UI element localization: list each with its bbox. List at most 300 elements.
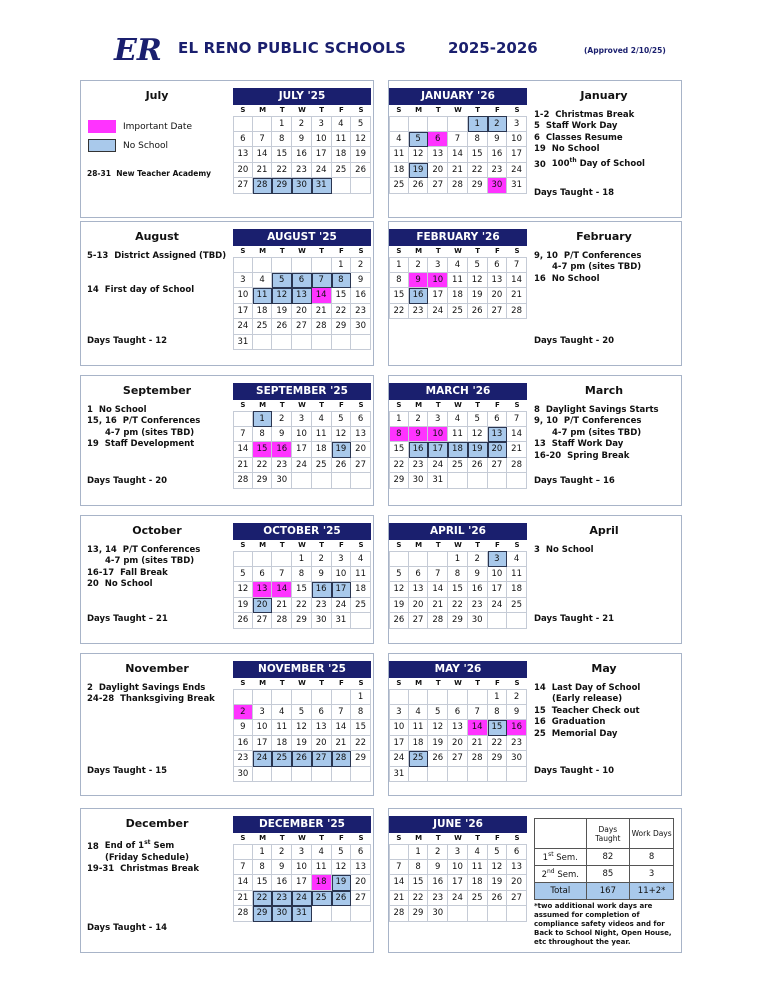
calendar-1-b [389, 229, 527, 319]
day-cell: 28 [507, 458, 527, 474]
day-cell: 30 [351, 319, 371, 335]
day-label: W [454, 834, 462, 842]
day-cell: 8 [389, 427, 409, 443]
event-line: 2 Daylight Savings Ends [87, 682, 206, 693]
day-label: W [454, 247, 462, 255]
day-cell [389, 689, 409, 705]
day-cell: 9 [468, 567, 488, 583]
days-taught: Days Taught - 14 [87, 923, 168, 933]
calendar-grid [233, 105, 371, 194]
day-cell: 9 [233, 720, 253, 736]
day-cell: 1 [488, 689, 508, 705]
calendar-grid [389, 400, 527, 489]
day-label: F [338, 401, 344, 409]
day-cell: 27 [409, 613, 429, 629]
day-cell: 4 [272, 705, 292, 721]
calendar-title: APRIL '26 [389, 523, 527, 540]
month-name: February [576, 230, 632, 243]
calendar-title: AUGUST '25 [233, 229, 371, 246]
calendar-title: MARCH '26 [389, 383, 527, 400]
day-cell: 30 [292, 178, 312, 194]
day-cell: 1 [332, 257, 352, 273]
month-notes-right-0 [534, 90, 674, 171]
event-line: 19-31 Christmas Break [87, 864, 200, 875]
event-line: 19 Staff Development [87, 439, 195, 449]
day-label: F [494, 106, 500, 114]
month-name: December [125, 817, 189, 830]
day-cell: 31 [233, 335, 253, 351]
day-cell [507, 906, 527, 922]
day-cell: 23 [272, 891, 292, 907]
day-cell: 24 [507, 163, 527, 179]
day-cell: 14 [468, 720, 488, 736]
day-cell: 23 [409, 304, 429, 320]
day-label: T [319, 401, 325, 409]
day-cell: 4 [312, 844, 332, 860]
day-cell: 25 [448, 458, 468, 474]
day-cell: 3 [448, 844, 468, 860]
day-cell [448, 906, 468, 922]
day-cell [448, 767, 468, 783]
day-cell: 4 [389, 132, 409, 148]
day-cell: 20 [233, 163, 253, 179]
day-cell: 15 [253, 875, 273, 891]
event-line: 6 Classes Resume [534, 132, 623, 143]
day-label: S [358, 401, 364, 409]
day-cell: 3 [292, 844, 312, 860]
totals-header: Work Days [630, 819, 674, 849]
event-line: 16-20 Spring Break [534, 450, 630, 461]
calendar-3-a [233, 523, 371, 629]
day-cell: 27 [488, 458, 508, 474]
day-cell [312, 906, 332, 922]
day-cell: 17 [488, 582, 508, 598]
day-cell: 7 [253, 132, 273, 148]
totals-header [535, 819, 587, 849]
month-notes-left-5 [87, 818, 227, 876]
day-cell [351, 906, 371, 922]
day-cell: 20 [428, 163, 448, 179]
day-cell: 30 [488, 178, 508, 194]
day-cell: 25 [409, 751, 429, 767]
event-line: 24-28 Thanksgiving Break [87, 694, 215, 704]
day-label: M [259, 401, 267, 409]
event-line: 25 Memorial Day [534, 728, 618, 739]
day-cell: 23 [507, 736, 527, 752]
day-cell: 20 [488, 288, 508, 304]
day-cell: 17 [253, 736, 273, 752]
day-cell: 23 [488, 163, 508, 179]
day-cell: 18 [507, 582, 527, 598]
day-label: S [514, 401, 520, 409]
month-name: November [125, 662, 189, 675]
day-cell: 5 [428, 705, 448, 721]
day-label: S [240, 834, 246, 842]
calendar-grid [233, 400, 371, 489]
day-cell: 25 [507, 598, 527, 614]
day-cell: 19 [292, 736, 312, 752]
month-notes-left-2 [87, 385, 227, 451]
day-cell: 29 [488, 751, 508, 767]
day-cell: 8 [389, 273, 409, 289]
day-label: T [475, 401, 481, 409]
day-cell: 24 [389, 751, 409, 767]
day-cell [253, 767, 273, 783]
day-cell: 18 [312, 875, 332, 891]
day-cell: 20 [312, 736, 332, 752]
month-notes-left-1 [87, 231, 227, 297]
calendar-grid [233, 540, 371, 629]
day-cell: 18 [312, 442, 332, 458]
calendar-5-b [389, 816, 527, 922]
event-line: 4-7 pm (sites TBD) [552, 262, 642, 272]
day-label: T [475, 679, 481, 687]
day-cell [292, 689, 312, 705]
day-cell: 28 [272, 613, 292, 629]
day-cell: 8 [448, 567, 468, 583]
day-cell: 8 [409, 860, 429, 876]
day-cell: 15 [272, 147, 292, 163]
day-cell: 5 [409, 132, 429, 148]
day-cell: 12 [272, 288, 292, 304]
day-cell: 26 [332, 891, 352, 907]
day-cell: 9 [351, 273, 371, 289]
event-line: 4-7 pm (sites TBD) [552, 427, 642, 438]
calendar-title: JUNE '26 [389, 816, 527, 833]
day-cell: 14 [233, 442, 253, 458]
day-label: M [259, 247, 267, 255]
day-label: F [338, 106, 344, 114]
totals-cell: Total [535, 883, 587, 900]
day-cell: 9 [428, 860, 448, 876]
day-cell: 2 [409, 411, 429, 427]
days-taught: Days Taught - 12 [87, 336, 168, 346]
calendar-grid [233, 833, 371, 922]
day-cell: 14 [448, 147, 468, 163]
day-label: S [514, 541, 520, 549]
day-cell: 5 [233, 567, 253, 583]
day-cell [468, 906, 488, 922]
day-cell: 14 [312, 288, 332, 304]
day-label: S [396, 106, 402, 114]
day-cell: 19 [332, 875, 352, 891]
day-label: T [475, 834, 481, 842]
day-cell [332, 335, 352, 351]
day-cell: 15 [351, 720, 371, 736]
day-cell [233, 689, 253, 705]
day-cell: 19 [351, 147, 371, 163]
day-cell: 18 [351, 582, 371, 598]
day-cell: 12 [332, 860, 352, 876]
school-year: 2025-2026 [448, 39, 538, 57]
day-cell [272, 335, 292, 351]
day-cell: 27 [488, 304, 508, 320]
day-cell: 22 [253, 891, 273, 907]
day-cell: 31 [332, 613, 352, 629]
day-cell: 14 [253, 147, 273, 163]
day-label: S [358, 247, 364, 255]
day-cell: 12 [389, 582, 409, 598]
day-cell: 31 [428, 473, 448, 489]
day-cell: 6 [233, 132, 253, 148]
day-cell: 17 [292, 442, 312, 458]
day-label: T [279, 247, 285, 255]
day-cell: 19 [409, 163, 429, 179]
day-cell: 5 [488, 844, 508, 860]
day-label: M [415, 834, 423, 842]
day-cell: 2 [409, 257, 429, 273]
day-cell [332, 906, 352, 922]
day-cell [507, 767, 527, 783]
day-cell: 20 [488, 442, 508, 458]
day-label: W [298, 541, 306, 549]
day-cell: 16 [468, 582, 488, 598]
totals-cell: 3 [630, 866, 674, 883]
svg-text:ER: ER [114, 33, 162, 68]
day-cell: 5 [351, 116, 371, 132]
day-cell: 6 [428, 132, 448, 148]
day-cell: 21 [312, 304, 332, 320]
event-line: 4-7 pm (sites TBD) [105, 556, 195, 566]
day-cell [233, 257, 253, 273]
day-label: S [240, 679, 246, 687]
day-cell: 22 [468, 163, 488, 179]
day-cell: 2 [233, 705, 253, 721]
day-cell: 25 [389, 178, 409, 194]
calendar-title: FEBRUARY '26 [389, 229, 527, 246]
day-cell [312, 473, 332, 489]
day-cell [233, 551, 253, 567]
day-cell: 5 [292, 705, 312, 721]
day-cell: 15 [409, 875, 429, 891]
day-cell: 9 [409, 427, 429, 443]
event-line: 16 No School [534, 273, 600, 284]
important-swatch [88, 120, 116, 133]
day-cell: 28 [233, 906, 253, 922]
day-cell [272, 551, 292, 567]
days-taught: Days Taught - 10 [534, 766, 615, 776]
day-label: T [435, 834, 441, 842]
day-cell: 15 [389, 442, 409, 458]
day-label: W [454, 541, 462, 549]
calendar-5-a [233, 816, 371, 922]
event-line: (Early release) [552, 694, 623, 704]
day-cell: 15 [468, 147, 488, 163]
day-label: M [259, 541, 267, 549]
day-cell: 18 [468, 875, 488, 891]
day-cell: 20 [351, 442, 371, 458]
day-label: T [279, 834, 285, 842]
day-cell [332, 473, 352, 489]
day-cell: 21 [507, 442, 527, 458]
day-cell: 1 [389, 411, 409, 427]
day-cell: 10 [253, 720, 273, 736]
day-cell: 26 [292, 751, 312, 767]
day-cell: 27 [312, 751, 332, 767]
day-cell: 14 [332, 720, 352, 736]
day-cell [409, 689, 429, 705]
event-line: 3 No School [534, 544, 594, 555]
day-cell: 24 [488, 598, 508, 614]
day-label: F [494, 247, 500, 255]
day-label: T [475, 541, 481, 549]
day-cell: 17 [292, 875, 312, 891]
day-cell [428, 551, 448, 567]
day-cell [389, 551, 409, 567]
event-line: 1-2 Christmas Break [534, 109, 635, 120]
day-cell: 22 [389, 304, 409, 320]
day-cell: 22 [292, 598, 312, 614]
day-cell: 8 [332, 273, 352, 289]
day-cell: 24 [428, 458, 448, 474]
month-notes-left-3 [87, 525, 227, 591]
calendar-title: DECEMBER '25 [233, 816, 371, 833]
day-cell: 1 [448, 551, 468, 567]
days-taught: Days Taught – 16 [534, 476, 615, 486]
day-cell: 7 [507, 411, 527, 427]
day-cell: 10 [292, 860, 312, 876]
day-cell: 6 [351, 844, 371, 860]
day-label: W [454, 106, 462, 114]
day-cell: 17 [448, 875, 468, 891]
day-cell: 6 [488, 257, 508, 273]
day-label: S [396, 679, 402, 687]
day-cell: 10 [332, 567, 352, 583]
day-cell: 11 [312, 427, 332, 443]
day-cell: 19 [468, 288, 488, 304]
day-cell: 29 [253, 473, 273, 489]
day-cell: 26 [468, 458, 488, 474]
days-taught: Days Taught – 21 [87, 614, 168, 624]
day-label: S [514, 834, 520, 842]
day-cell: 29 [332, 319, 352, 335]
day-cell: 27 [507, 891, 527, 907]
day-label: W [298, 247, 306, 255]
day-cell [488, 613, 508, 629]
day-cell: 11 [448, 273, 468, 289]
day-cell: 29 [253, 906, 273, 922]
calendar-grid [389, 105, 527, 194]
day-cell: 3 [332, 551, 352, 567]
day-cell: 9 [312, 567, 332, 583]
event-line: 19 No School [534, 144, 600, 154]
day-label: T [435, 541, 441, 549]
days-taught: Days Taught - 21 [534, 614, 615, 624]
totals-cell: 2nd Sem. [535, 866, 587, 883]
days-taught: Days Taught - 15 [87, 766, 168, 776]
day-cell: 19 [428, 736, 448, 752]
day-cell [409, 767, 429, 783]
legend-no-school [88, 139, 192, 152]
day-label: W [298, 834, 306, 842]
day-cell: 17 [332, 582, 352, 598]
day-cell: 2 [507, 689, 527, 705]
day-cell: 20 [292, 304, 312, 320]
day-cell: 19 [488, 875, 508, 891]
day-cell: 14 [389, 875, 409, 891]
days-taught: Days Taught - 20 [87, 476, 168, 486]
calendar-grid [389, 540, 527, 629]
day-cell: 22 [351, 736, 371, 752]
day-cell: 30 [272, 906, 292, 922]
day-cell: 6 [409, 567, 429, 583]
day-cell [272, 257, 292, 273]
day-cell: 23 [292, 163, 312, 179]
day-cell: 29 [409, 906, 429, 922]
day-cell [468, 767, 488, 783]
calendar-1-a [233, 229, 371, 350]
calendar-2-a [233, 383, 371, 489]
day-cell: 16 [409, 288, 429, 304]
day-cell: 11 [312, 860, 332, 876]
day-cell [507, 613, 527, 629]
day-cell: 28 [253, 178, 273, 194]
day-cell: 26 [428, 751, 448, 767]
day-cell [253, 689, 273, 705]
day-cell: 25 [272, 751, 292, 767]
day-label: T [435, 247, 441, 255]
event-line: 16-17 Fall Break [87, 567, 168, 578]
day-cell: 22 [488, 736, 508, 752]
day-cell: 16 [292, 147, 312, 163]
month-notes-right-2 [534, 385, 674, 462]
day-cell: 29 [448, 613, 468, 629]
day-cell: 12 [428, 720, 448, 736]
day-cell: 27 [351, 891, 371, 907]
day-cell: 21 [233, 891, 253, 907]
day-label: F [338, 679, 344, 687]
day-cell: 15 [389, 288, 409, 304]
day-cell: 3 [389, 705, 409, 721]
day-cell: 3 [253, 705, 273, 721]
totals-footnote: *two additional work days are assumed for completion of compliance safety videos and for Back to School Night, Open House, etc throughout the year. [534, 902, 672, 946]
day-cell: 7 [448, 132, 468, 148]
day-cell: 16 [488, 147, 508, 163]
day-cell: 10 [448, 860, 468, 876]
event-line: 13 Staff Work Day [534, 439, 624, 449]
month-notes-right-3 [534, 525, 674, 556]
day-label: M [259, 106, 267, 114]
day-label: T [435, 401, 441, 409]
day-label: F [338, 541, 344, 549]
day-cell: 5 [389, 567, 409, 583]
day-cell: 27 [253, 613, 273, 629]
day-cell: 8 [253, 427, 273, 443]
day-cell: 21 [428, 598, 448, 614]
day-cell: 1 [389, 257, 409, 273]
day-cell: 4 [312, 411, 332, 427]
day-label: S [396, 401, 402, 409]
month-notes-left-4 [87, 663, 227, 706]
month-name: April [589, 524, 619, 537]
day-cell [428, 689, 448, 705]
day-cell [272, 689, 292, 705]
day-label: S [240, 541, 246, 549]
day-label: S [240, 247, 246, 255]
day-cell: 24 [292, 891, 312, 907]
day-cell: 13 [233, 147, 253, 163]
day-cell: 8 [292, 567, 312, 583]
day-cell [253, 116, 273, 132]
day-cell: 2 [272, 844, 292, 860]
totals-cell: 82 [586, 849, 630, 866]
event-line: 8 Daylight Savings Starts [534, 404, 659, 415]
day-label: S [358, 679, 364, 687]
day-label: T [279, 541, 285, 549]
day-cell: 26 [272, 319, 292, 335]
day-cell: 2 [312, 551, 332, 567]
calendar-3-b [389, 523, 527, 629]
